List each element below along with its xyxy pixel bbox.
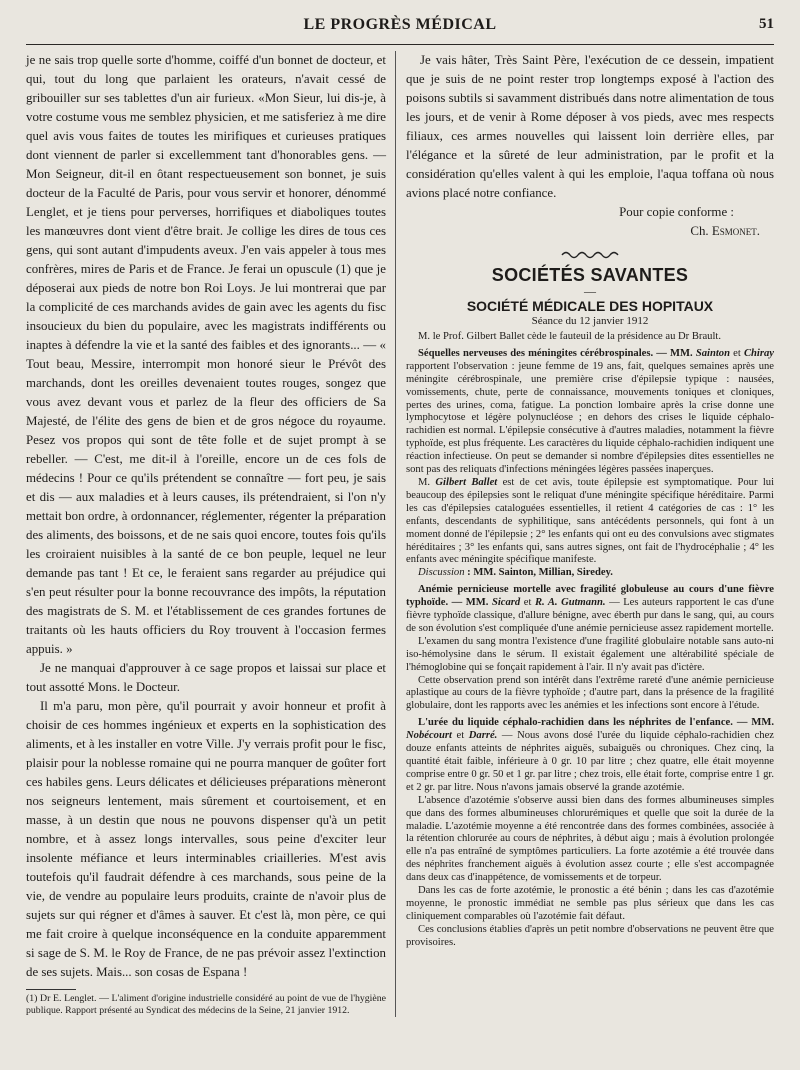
report-ballet — [406, 477, 774, 567]
discussion-line — [406, 567, 774, 580]
report-paragraph: L'absence d'azotémie s'observe aussi bien dans des formes albumineuses simples que dans des formes albumineuses chlorurémiques et quelle que soit la durée de la maladie. L'azotémie moyenne a été rencontrée dans des formes combinées, associée à la rétention chlorurée au cours de néphrites, à début aigu ; mais à évolution prolongée elle n'a pas entraîné de symptômes particuliers. La forte azotémie a été trouvée dans des néphrites franchement aiguës à évolution assez courte ; elle s'est accompagnée dans deux cas d'inappétence, de vomissements et de torpeur. — [406, 794, 774, 884]
conjunction: et — [523, 597, 532, 609]
copy-note: Pour copie conforme : — [619, 205, 734, 219]
author-name: Gilbert Ballet — [435, 476, 498, 488]
article-columns — [26, 51, 774, 1017]
author-name: Sicard — [491, 597, 521, 609]
author-name: Sainton — [695, 347, 730, 359]
signature-name: Esmonet. — [711, 224, 760, 238]
left-paragraph-1: je ne sais trop quelle sorte d'homme, coiffé d'un bonnet de docteur, et qui, tout du long que parlaient les orateurs, n'avait cessé de gribouiller sur ses tablettes d'un air furieux. «Mon Sieur, lui dis-je, à votre costume vous me semblez physicien, et me satisferiez à me dire quel avis vous faites de toutes les mirifiques et curieuses pratiques dont viennent de parler si excellemment tant d'honorables gens. — Mon Seigneur, dit-il en ôtant respectueusement son bonnet, je suis docteur de la Faculté de Paris, pour vous servir et honorer, dénommé Lenglet, et je tiens pour perverses, horrifiques et diaboliques toutes les manœuvres dont vient d'être brait. Je collige les dires de tous ces gens, qui sont autant d'impudents aveux. J'en vais appeler à tous mes confrères, mires de Paris et de France. Je ferai un opuscule (1) que je déposerai aux pieds de notre bon Roi Loys. Je lui montrerai que par la complicité de ces marchands avides de gain avec les agents du fisc insoucieux du bien du populaire, avec les magistrats indifférents ou inaptes à défendre la vie et la santé des faibles et des ignorants... — « Tout beau, Messire, interrompit mon honoré sieur le Prévôt des marchands, dont les oreilles devenaient toutes rouges, songez que vous avez devant vous et parlez de la fleur des officiers de Sa Majesté, de l'élite des gens de bien et de gros négoce du royaume. Pesez vos propos qui sont de tête folle et de sujet prompt à se rebeller. — C'est, me dit-il à l'oreille, encore un de ces fols de médecins ! Pour ce qu'ils prétendent se connaître — fort peu, je sais et dis — aux maladies et à leurs causes, ils prétendraient, si l'on n'y mettait bon ordre, à ordonnancer, réglementer, régenter la préparation des aliments, des boissons, et de ne sais quoi encore, toutes fois qu'ils les croiraient nuisibles à la santé de ce bon peuple, lequel ne leur demande pas tant ! Et ce, le feraient sans regarder au préjudice qui s'en peut résulter pour la bonne recouvrance des impôts, la réputation des magistrats de S. M. et l'établissement de ces grandes fortunes de traitants où les hauts officiers du Roy trouvent à l'occasion fermes appuis. » — [26, 53, 386, 656]
report-paragraph: Ces conclusions établies d'après un petit nombre d'observations ne peuvent être que provisoires. — [406, 923, 774, 948]
signature-prefix: Ch. — [690, 224, 709, 238]
left-paragraph-3: Il m'a paru, mon père, qu'il pourrait y avoir honneur et profit à choisir de ces hommes ingénieux et experts en la sophistication des aliments, et à les installer en votre Ville. J'y verrais profit pour le fisc, plaisir pour la noblesse romaine qui ne pourra manquer de goûter fort ces habiles gens. Leurs délicates et délicieuses préparations mèneront nos seigneurs lentement, mais sûrement et courtoisement, et en masse, à un destin que nous ne pouvons dispenser qu'à un petit nombre, et à assez longs intervalles, sous peine d'exciter leur insolente méfiance et leurs interminables criailleries. M'est avis toutefois qu'il faudrait défendre à ces marchands, sous peine de la vie, de vendre au populaire leurs produits, crainte de n'avoir plus de sujets sur qui régner et d'âmes à sauver. Et c'est là, mon père, ce qui me fait croire à quelque inconséquence en la conduite apparemment si sage de S. M. le Roy de France, de ne pas prévoir assez l'extinction de ses sujets. Mais... son cosas de Espana ! — [26, 699, 386, 979]
report-text: — Nous avons dosé l'urée du liquide céphalo-rachidien chez douze enfants atteints de néphrites aiguës, subaiguës ou chroniques. Chez cinq, la quantité était faible, inférieure à 0 gr. 10 par litre ; chez quatre, elle était moyenne comprise entre 0 gr. 50 et 1 gr. par litre ; chez trois, elle était forte, comprise entre 1 gr. et 2 gr. par litre. Nous n'avons jamais observé la grande azotémie. — [406, 730, 775, 793]
report-paragraph: L'examen du sang montra l'existence d'une fragilité globulaire notable sans auto-ni iso-hémolysine dans le sérum. Il existait également une altérabilité spéciale de l'hémoglobine qui se fonçait rapidement à l'air. Il n'y avait pas d'ictère. — [406, 635, 774, 673]
report-title: L'urée du liquide céphalo-rachidien dans les néphrites de l'enfance. — MM. — [418, 717, 774, 729]
conjunction: et — [456, 730, 465, 742]
report-text: rapportent l'observation : jeune femme de 19 ans, fait, quelques semaines après une méningite cérébrospinale, une première crise d'épilepsie typique : nausées, vomissements, chute, perte de connaissance, mouvements toniques et cloniques, pertes des urines, coma, fatigue. La ponction lombaire après la crise donne une lymphocytose et légère polynucléose ; en dehors des crises le liquide céphalo-rachidien est normal. L'épilepsie consécutive à d'autres maladies, notamment la fièvre typhoïde, est plus fréquente. Les caractères du liquide céphalo-rachidien indiquent une réaction infectieuse. On peut se demander si nombre d'épilepsies dites essentielles ne sont pas des reliquats d'infections méningées légères passées inaperçues. — [406, 360, 774, 476]
conjunction: et — [733, 347, 741, 359]
left-paragraph-2: Je ne manquai d'approuver à ce sage propos et laissai sur place et tout assotté Mons. le Docteur. — [26, 661, 386, 694]
left-column — [26, 51, 396, 1017]
discussion-names: : MM. Sainton, Millian, Siredey. — [467, 567, 613, 579]
ornament-divider — [406, 249, 774, 263]
wave-ornament-icon — [560, 249, 620, 261]
author-name: Chiray — [743, 347, 774, 359]
right-column — [396, 51, 774, 1017]
author-name: Nobécourt — [406, 730, 452, 742]
report-sequelles — [406, 348, 774, 477]
society-title: SOCIÉTÉ MÉDICALE DES HOPITAUX — [466, 298, 714, 314]
page-header — [26, 14, 774, 45]
footnote: (1) Dr E. Lenglet. — L'aliment d'origine industrielle considéré au point de vue de l'hygiène publique. Rapport présenté au Syndicat des médecins de la Seine, 21 janvier 1912. — [26, 993, 386, 1016]
report-paragraph: Dans les cas de forte azotémie, le pronostic a été bénin ; dans les cas d'azotémie moyenne, le pronostic immédiat ne semble pas plus sérieux que dans les cas cliniquement comparables où l'azotémie fait défaut. — [406, 885, 774, 922]
report-paragraph: Cette observation prend son intérêt dans l'extrême rareté d'une anémie pernicieuse aplastique au cours de la fièvre typhoïde ; d'autre part, dans la présence de la fragilité globulaire, dont les rapports avec les anémies et les infections sont encore à l'étude. — [406, 674, 774, 712]
section-title: SOCIÉTÉS SAVANTES — [491, 265, 689, 285]
footnote-divider — [26, 989, 76, 990]
report-anemie — [406, 584, 774, 636]
report-title: Séquelles nerveuses des méningites cérébrospinales. — MM. — [418, 347, 693, 359]
opening-paragraph: M. le Prof. Gilbert Ballet cède le fauteuil de la présidence au Dr Brault. — [418, 331, 721, 342]
journal-title: LE PROGRÈS MÉDICAL — [303, 16, 497, 33]
author-name: R. A. Gutmann. — [534, 597, 606, 609]
signature — [406, 222, 774, 241]
discussion-label: Discussion — [418, 567, 465, 579]
section-dash: — — [584, 284, 596, 298]
page-number: 51 — [759, 16, 774, 32]
report-text: est de cet avis, toute épilepsie est symptomatique. Pour lui beaucoup des épilepsies sont le reliquat d'une méningite spécifique héréditaire. Parmi les cas d'épilepsies cataloguées essentielles, il retient 4 catégories de cas : 1° les enfants, descendants de syphilitique, sans antécédents personnels, qui font à un moment donné de l'épilepsie ; 2° les enfants qui ont eu des convulsions avec stigmates héréditaires ; 3° les enfants qui, sans autres signes, ont fait de l'hydrocéphalie ; 4° les enfants avec méningite spécifique manifeste. — [406, 476, 775, 566]
right-intro-paragraph: Je vais hâter, Très Saint Père, l'exécution de ce dessein, impatient que je suis de ne point rester trop longtemps exposé à l'action des poisons subtils si savamment distribués dans notre alimentation de tous les jours, et de venir à Rome déposer à vos pieds, avec mes respects filiaux, ces armes nouvelles qui laissent loin derrière elles, par l'élégance et la sûreté de leur administration, par le profit et la considération qu'elles valent à qui les emploie, l'aqua toffana où nous avions placé notre confiance. — [406, 53, 774, 200]
report-title: Anémie pernicieuse mortelle avec fragilité globuleuse au cours d'une fièvre typhoïde. — MM. — [406, 584, 774, 609]
author-name: Darré. — [468, 730, 498, 742]
title-prefix: M. — [418, 476, 431, 488]
society-report — [406, 331, 774, 950]
report-text: — Les auteurs rapportent le cas d'une fièvre typhoïde classique, d'allure bénigne, avec éberth pur dans le sang, qui, au cours de son évolution s'est compliquée d'une anémie pernicieuse assez rapidement mortelle. — [406, 597, 774, 634]
seance-date: Séance du 12 janvier 1912 — [531, 315, 649, 327]
report-uree — [406, 717, 774, 794]
